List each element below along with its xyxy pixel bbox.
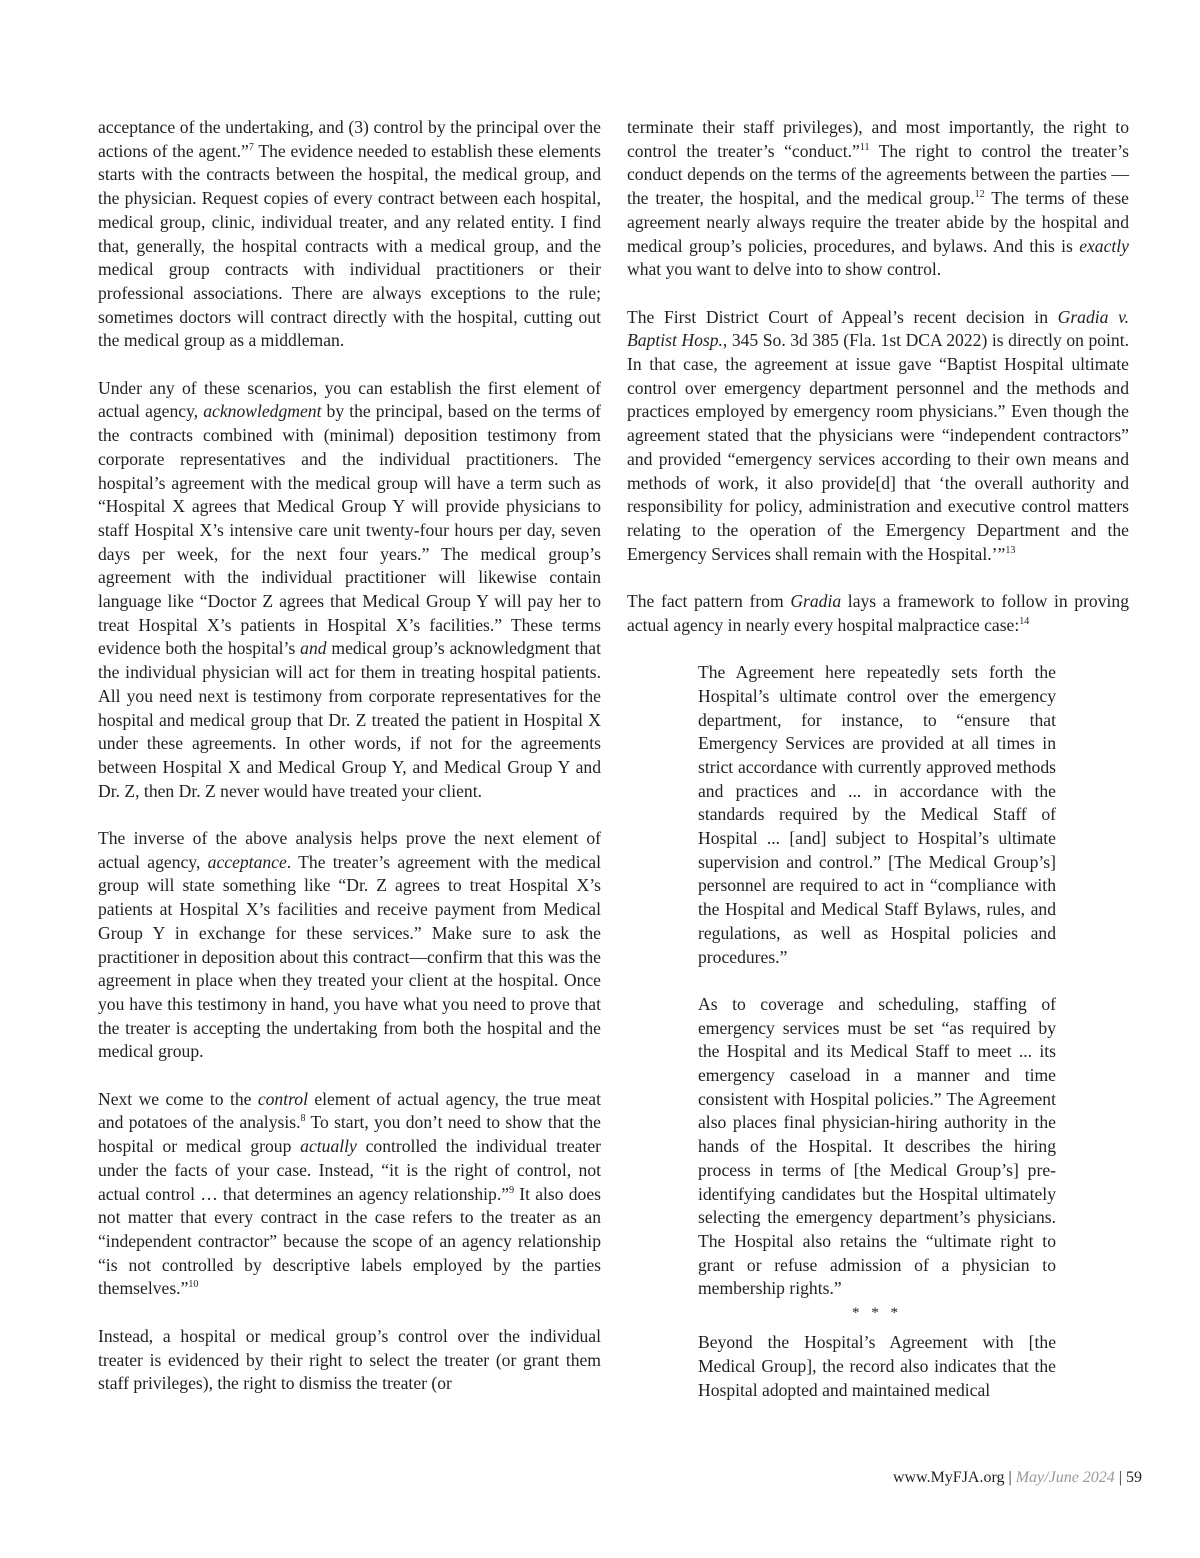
emphasis: acknowledgment bbox=[203, 401, 322, 422]
text-run: The evidence needed to establish these elements starts with the contracts between the hospital, the medical group, and the physician. Request copies of every contract between each hospital, medical group, clinic, individual treater, and any related entity. I find that, generally, the hospital contracts with a medical group, and the medical group contracts with individual practitioners or their professional associations. There are always exceptions to the rule; sometimes doctors will contract directly with the hospital, cutting out the medical group as a middleman. bbox=[98, 140, 601, 351]
text-run: acceptance of the undertaking, and (3) control by the principal over the actions of the agent.” bbox=[98, 117, 601, 161]
paragraph-p1 bbox=[98, 116, 601, 353]
block-quote bbox=[698, 661, 1056, 1402]
text-run: The fact pattern from bbox=[627, 591, 791, 612]
right-column bbox=[627, 116, 1129, 1402]
text-run: what you want to delve into to show control. bbox=[627, 259, 942, 280]
text-run: lays a framework to follow in proving actual agency in nearly every hospital malpractice case: bbox=[627, 591, 1130, 635]
footnote-ref: 8 bbox=[300, 1113, 306, 1125]
text-run: As to coverage and scheduling, staffing of emergency services must be set “as required by the Hospital and its Medical Staff to meet ... its emergency caseload in a manner and time consistent with Hospital policies.” The Agreement also places final physician-hiring authority in the hands of the Hospital. It describes the hiring process in terms of [the Medical Group’s] pre-identifying candidates but the Hospital ultimately selecting the emergency department’s physicians. The Hospital also retains the “ultimate right to grant or refuse admission of a physician to membership rights.” bbox=[698, 993, 1056, 1299]
quote-paragraph bbox=[698, 993, 1056, 1301]
paragraph-p7 bbox=[627, 306, 1129, 567]
emphasis: exactly bbox=[1079, 235, 1129, 256]
footer-divider: | bbox=[1118, 1469, 1122, 1486]
paragraph-p4 bbox=[98, 1088, 601, 1301]
text-run: The inverse of the above analysis helps prove the next element of actual agency, bbox=[98, 828, 601, 872]
paragraph-p6 bbox=[627, 116, 1129, 282]
emphasis: control bbox=[257, 1088, 308, 1109]
paragraph-p2 bbox=[98, 377, 601, 804]
text-run: . The treater’s agreement with the medical group will state something like “Dr. Z agrees to treat Hospital X’s patients at Hospital X’s facilities and receive payment from Medical Group Y in exchange for these services.” Make sure to ask the practitioner in deposition about this contract—confirm that this was the agreement in place when they treated your client at the hospital. Once you have this testimony in hand, you have what you need to prove that the treater is accepting the undertaking from both the hospital and the medical group. bbox=[98, 851, 601, 1062]
left-column bbox=[98, 116, 601, 1396]
emphasis: Gradia bbox=[790, 591, 842, 612]
footnote-ref: 7 bbox=[248, 141, 254, 153]
text-run: The terms of these agreement nearly always require the treater abide by the hospital and medical group’s policies, procedures, and bylaws. And this is bbox=[627, 188, 1129, 256]
footnote-ref: 9 bbox=[509, 1184, 515, 1196]
text-run: terminate their staff privileges), and most importantly, the right to control the treater’s “conduct.” bbox=[627, 117, 1129, 161]
emphasis: actually bbox=[300, 1136, 357, 1157]
footnote-ref: 12 bbox=[974, 189, 985, 201]
quote-separator: * * * bbox=[852, 1305, 902, 1322]
text-run: medical group’s acknowledgment that the individual physician will act for them in treating hospital patients. All you need next is testimony from corporate representatives for the hospital and medical group that Dr. Z treated the patient in Hospital X under these agreements. In other words, if not for the agreements between Hospital X and Medical Group Y, and Medical Group Y and Dr. Z, then Dr. Z never would have treated your client. bbox=[98, 638, 601, 801]
footer-page-number: 59 bbox=[1126, 1469, 1142, 1486]
text-run: element of actual agency, the true meat and potatoes of the analysis. bbox=[98, 1088, 601, 1133]
footer-website: www.MyFJA.org bbox=[892, 1469, 1005, 1486]
text-run: Under any of these scenarios, you can establish the first element of actual agency, bbox=[98, 377, 601, 422]
footer-divider: | bbox=[1008, 1469, 1012, 1486]
text-run: Next we come to the bbox=[98, 1088, 258, 1109]
text-run: , 345 So. 3d 385 (Fla. 1st DCA 2022) is directly on point. In that case, the agreement at issue gave “Baptist Hospital ultimate control over emergency department personnel and the methods and practices employed by emergency room physicians.” Even though the agreement stated that the physicians were “independent contractors” and provided “emergency services according to their own means and methods of work, it also provide[d] that ‘the overall authority and responsibility for policy, administration and executive control matters relating to the operation of the Emergency Department and the Emergency Services shall remain with the Hospital.’” bbox=[627, 330, 1130, 564]
text-run: controlled the individual treater under the facts of your case. Instead, “it is the right of control, not actual control … that determines an agency relationship.” bbox=[98, 1136, 601, 1204]
text-run: by the principal, based on the terms of the contracts combined with (minimal) deposition testimony from corporate representatives and the individual practitioners. The hospital’s agreement with the medical group will have a term such as “Hospital X agrees that Medical Group Y will provide physicians to staff Hospital X’s intensive care unit twenty-four hours per day, seven days per week, for the next four years.” The medical group’s agreement with the individual practitioner will likewise contain language like “Doctor Z agrees that Medical Group Y will pay her to treat Hospital X’s patients in Hospital X’s facilities.” These terms evidence both the hospital’s bbox=[98, 401, 601, 659]
paragraph-p3 bbox=[98, 827, 601, 1064]
paragraph-p5 bbox=[98, 1325, 601, 1396]
footnote-ref: 10 bbox=[188, 1279, 199, 1291]
emphasis: acceptance bbox=[207, 851, 287, 872]
text-run: The right to control the treater’s conduct depends on the terms of the agreements between the parties — the treater, the hospital, and the medical group. bbox=[627, 140, 1129, 209]
text-run: The First District Court of Appeal’s recent decision in bbox=[627, 306, 1058, 327]
text-run: It also does not matter that every contract in the case refers to the treater as an “independent contractor” because the scope of an agency relationship “is not controlled by descriptive labels employed by the parties themselves.” bbox=[98, 1183, 601, 1299]
emphasis: Gradia v. Baptist Hosp. bbox=[627, 306, 1129, 351]
footnote-ref: 13 bbox=[1005, 544, 1016, 556]
emphasis: and bbox=[300, 638, 327, 659]
quote-paragraph bbox=[698, 661, 1056, 969]
quote-paragraph bbox=[698, 1331, 1056, 1402]
right-column-body bbox=[627, 116, 1129, 637]
text-run: To start, you don’t need to show that the hospital or medical group bbox=[98, 1112, 601, 1157]
paragraph-p8 bbox=[627, 590, 1129, 637]
text-run: The Agreement here repeatedly sets forth the Hospital’s ultimate control over the emergency department, for instance, to “ensure that Emergency Services are provided at all times in strict accordance with currently approved methods and practices and ... in accordance with the standards required by the Medical Staff of Hospital ... [and] subject to Hospital’s ultimate supervision and control.” [The Medical Group’s] personnel are required to act in “compliance with the Hospital and Medical Staff Bylaws, rules, and regulations, as well as Hospital policies and procedures.” bbox=[698, 662, 1056, 967]
footnote-ref: 11 bbox=[859, 141, 870, 153]
text-run: Beyond the Hospital’s Agreement with [the Medical Group], the record also indicates that the Hospital adopted and maintained medical bbox=[698, 1332, 1056, 1400]
text-run: Instead, a hospital or medical group’s control over the individual treater is evidenced by their right to select the treater (or grant them staff privileges), the right to dismiss the treater (or bbox=[98, 1325, 601, 1394]
footer-issue-date: May/June 2024 bbox=[1015, 1469, 1115, 1486]
footnote-ref: 14 bbox=[1019, 615, 1030, 627]
page-footer bbox=[893, 1467, 1142, 1489]
